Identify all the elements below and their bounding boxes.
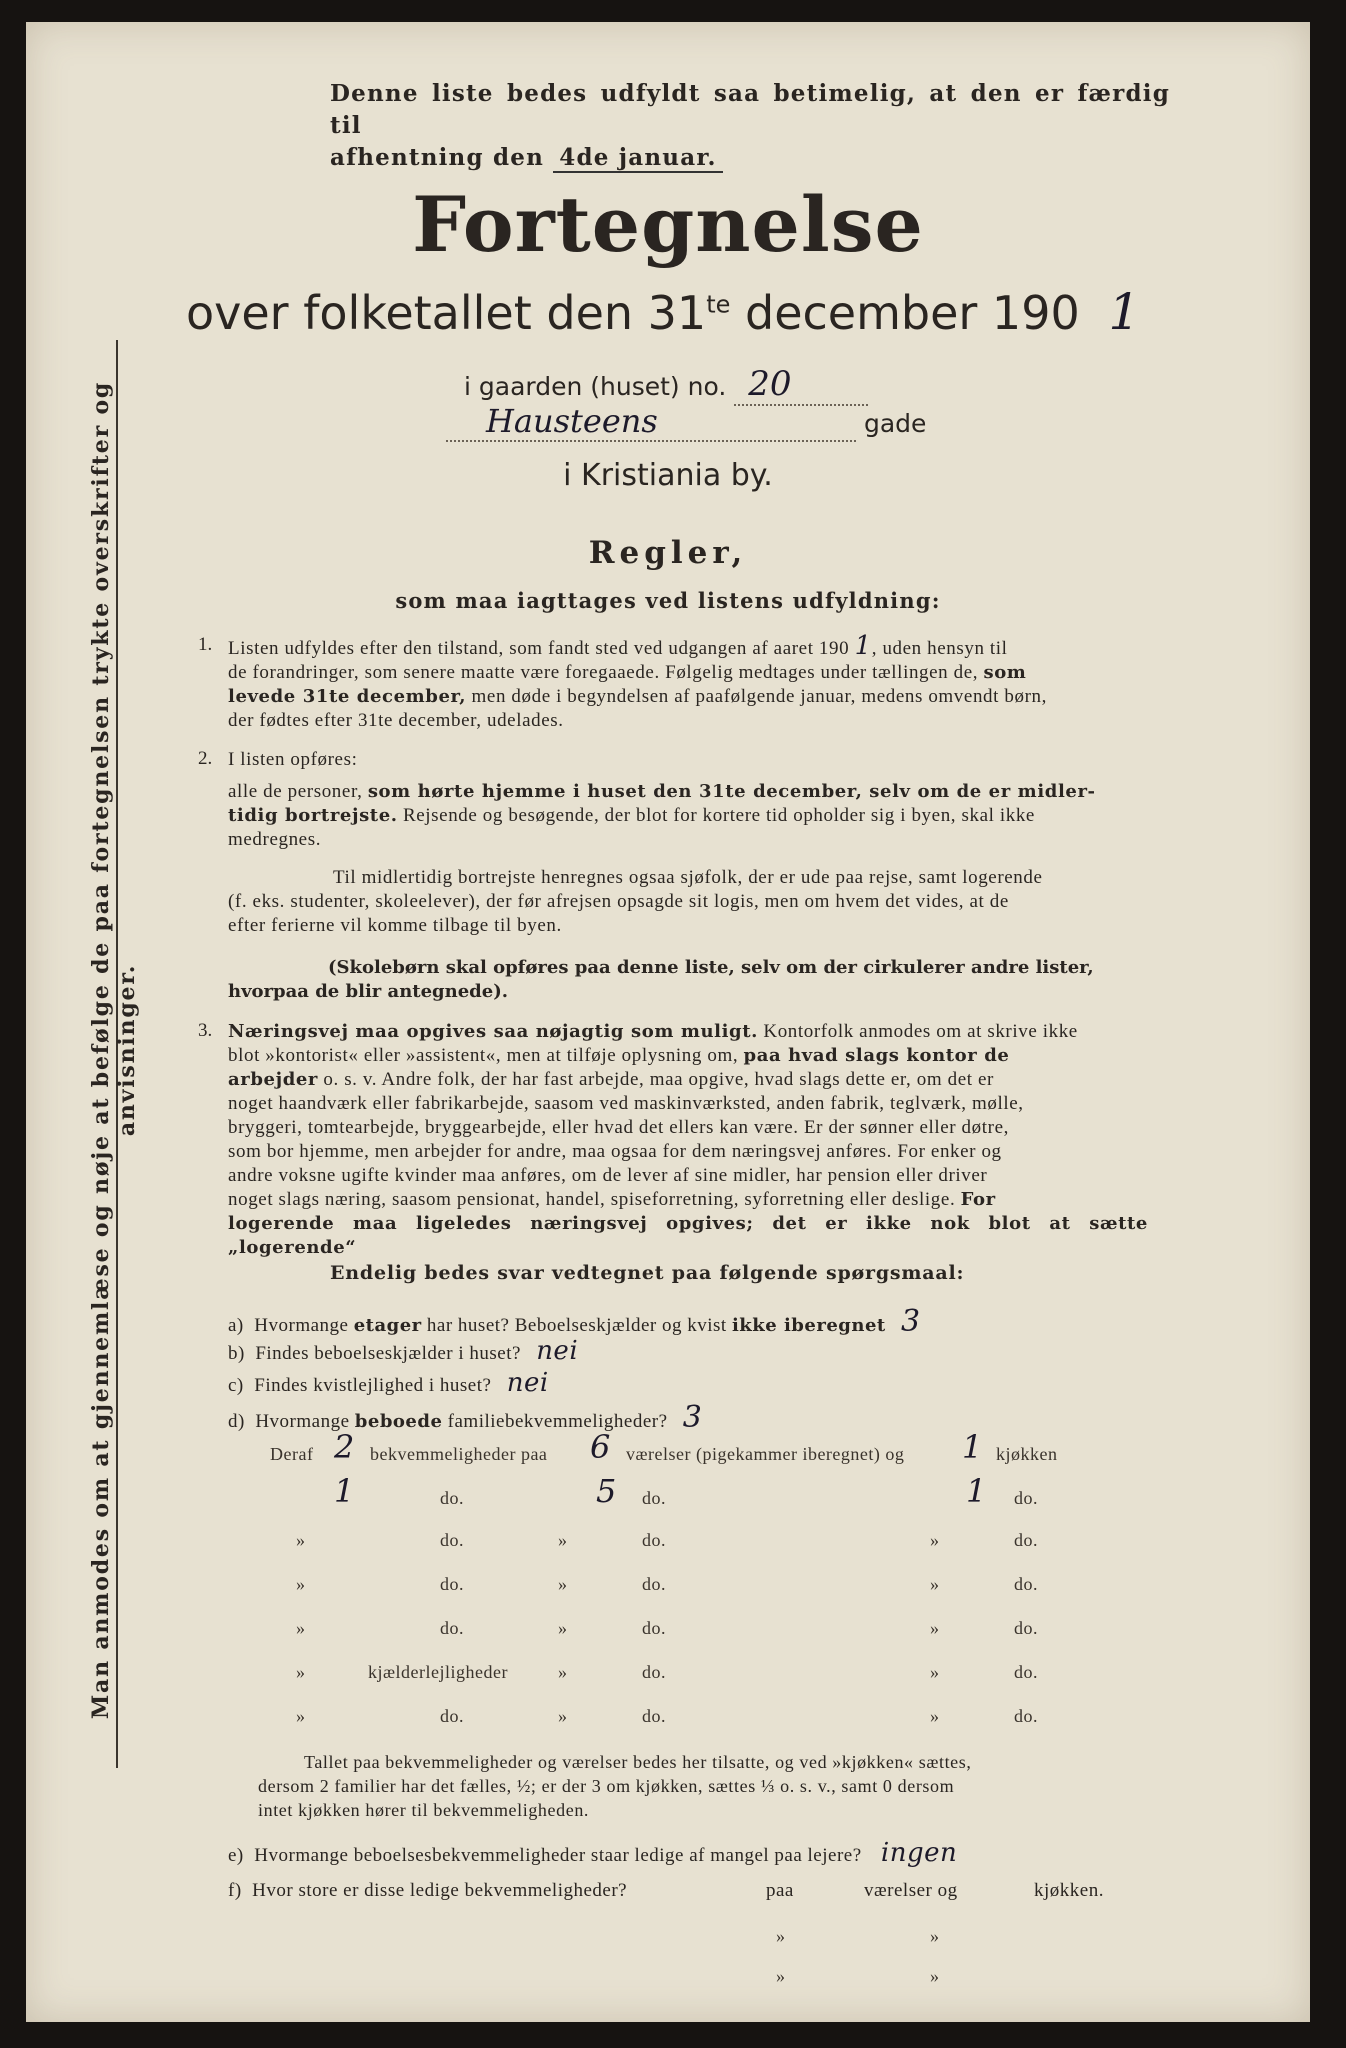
rule-3-l8-bold: For [960,1189,996,1210]
row-7-quote-2: » [558,1706,568,1726]
rule-1-bold-1: som [983,662,1027,683]
rule-2-para-1 [228,780,1148,852]
row-f3-quote-1: » [776,1966,786,1986]
rule-1-line-2: de forandringer, som senere maatte være foregaaede. Følgelig medtages under tællingen de, [228,662,979,683]
question-f-text: Hvor store er disse ledige bekvemmeligheder? [252,1880,628,1901]
rule-3-l3-bold: arbejder [228,1069,319,1090]
year-handwritten: 1 [1108,283,1141,341]
question-c-text: Findes kvistlejlighed i huset? [254,1375,492,1396]
notice-date: 4de januar. [553,144,723,173]
rule-2-p1-bold-2: tidig bortrejste. [228,805,398,826]
question-b-text: Findes beboelseskjælder i huset? [255,1343,521,1364]
notice-line-1: Denne liste bedes udfyldt saa betimelig, at den er færdig til [330,80,1170,139]
gaard-number: 20 [734,364,868,406]
question-f [228,1880,1148,1902]
table-header-deraf: Deraf [270,1444,314,1464]
row-3-quote-1: » [296,1530,306,1550]
rule-3 [228,1020,1148,1260]
rule-3-l7: andre voksne ugifte kvinder maa anføres, om de lever af sine midler, har pension eller driver [228,1165,988,1186]
side-instruction: Man anmodes om at gjennemlæse og nøje at befølge de paa fortegnelsen trykte overskrifter og anvisninger. [88,380,140,1720]
table-header-kjok: kjøkken [996,1444,1058,1464]
rule-2-p1-a: alle de personer, [228,781,363,802]
street-suffix: gade [863,409,927,438]
question-b [228,1336,578,1366]
gaard-line [464,364,868,406]
table-header-bekv: bekvemmeligheder paa [370,1444,548,1464]
rule-3-l8: noget slags næring, saasom pensionat, handel, spiseforretning, syforretning eller deslige. [228,1189,956,1210]
row-3-quote-3: » [930,1530,940,1550]
row-7-quote-1: » [296,1706,306,1726]
answer-ledige: ingen [880,1838,958,1868]
question-d-pre: Hvormange [255,1411,350,1432]
row-4-quote-1: » [296,1574,306,1594]
regler-heading: Regler, [588,535,748,571]
rule-2-number: 2. [198,748,213,769]
row-2-do-2: do. [642,1488,666,1508]
rule-2-para-2 [228,866,1148,938]
row-4-do-1: do. [440,1574,464,1594]
row-5-quote-1: » [296,1618,306,1638]
row-4-quote-3: » [930,1574,940,1594]
row-3-quote-2: » [558,1530,568,1550]
question-e [228,1838,957,1868]
table-header-vaer: værelser (pigekammer iberegnet) og [626,1444,905,1464]
question-b-label: b) [228,1343,245,1364]
row-7-do-1: do. [440,1706,464,1726]
rule-3-l5: bryggeri, tomtearbejde, bryggearbejde, eller hvad det ellers kan være. Er der sønner eller døtre, [228,1117,1009,1138]
notice-text [330,78,1170,174]
question-f-kjok: kjøkken. [1034,1880,1104,1901]
question-a-mid: har huset? Beboelseskjælder og kvist [426,1315,727,1336]
rule-3-number: 3. [198,1020,213,1041]
row-2-rooms: 5 [596,1472,617,1510]
row-6-kjaelder: kjælderlejligheder [368,1662,508,1682]
questions-heading: Endelig bedes svar vedtegnet paa følgende spørgsmaal: [330,1262,965,1284]
street-name: Hausteens [446,402,856,442]
rule-2-p1-c: medregnes. [228,829,322,850]
row-1-count: 2 [334,1428,355,1466]
rule-1-year: 1 [854,631,872,661]
question-f-label: f) [228,1880,242,1901]
question-c-label: c) [228,1375,244,1396]
rule-1-line-1: Listen udfyldes efter den tilstand, som fandt sted ved udgangen af aaret 190 [228,638,850,659]
question-d-text: familiebekvemmeligheder? [447,1411,668,1432]
question-a-bold: etager [353,1315,422,1336]
row-5-quote-2: » [558,1618,568,1638]
note-line-3: intet kjøkken hører til bekvemmeligheden. [258,1800,590,1820]
row-4-do-2: do. [642,1574,666,1594]
subtitle-text-2: december 190 [745,286,1080,340]
rule-1-bold-2: levede 31te december, [228,686,467,707]
row-1-rooms: 6 [590,1428,611,1466]
rule-2-p2-line-3: efter ferierne vil komme tilbage til byen. [228,915,562,936]
row-6-quote-3: » [930,1662,940,1682]
rule-1-line-4: der fødtes efter 31te december, udelades. [228,710,564,731]
note-line-1: Tallet paa bekvemmeligheder og værelser bedes her tilsatte, og ved »kjøkken« sættes, [304,1752,972,1772]
rule-3-l4: noget haandværk eller fabrikarbejde, saasom ved maskinværksted, anden fabrik, teglværk, mølle, [228,1093,1024,1114]
form-title: Fortegnelse [412,180,924,269]
answer-beboede: 3 [682,1400,703,1435]
question-e-label: e) [228,1845,244,1866]
row-f2-quote-2: » [930,1926,940,1946]
answer-kjaelder: nei [536,1336,579,1366]
row-3-do-1: do. [440,1530,464,1550]
rule-2-p1-b: Rejsende og besøgende, der blot for kortere tid opholder sig i byen, skal ikke [403,805,1035,826]
subtitle-sup: te [706,290,731,319]
rule-2-para-3 [228,956,1158,1004]
form-subtitle [186,283,1140,341]
rule-2-p3-line-2: hvorpaa de blir antegnede). [228,981,508,1002]
question-f-vaer: værelser og [864,1880,958,1901]
rule-1-line-1-end: , uden hensyn til [871,638,1008,659]
question-a [228,1304,921,1339]
answer-kvist: nei [506,1368,549,1398]
gaard-label: i gaarden (huset) no. [464,372,727,401]
row-3-do-2: do. [642,1530,666,1550]
question-a-bold-2: ikke iberegnet [731,1315,886,1336]
question-d-label: d) [228,1411,245,1432]
rule-3-l9-bold: logerende maa ligeledes næringsvej opgives; det er ikke nok blot at sætte „logerende“ [228,1213,1148,1258]
row-7-do-2: do. [642,1706,666,1726]
row-6-do-3: do. [1014,1662,1038,1682]
subtitle-text: over folketallet den 31 [186,286,707,340]
rule-2-p2-line-1: Til midlertidig bortrejste henregnes ogsaa sjøfolk, der er ude paa rejse, samt logerende [333,867,1043,888]
question-f-paa: paa [766,1880,794,1901]
row-7-do-3: do. [1014,1706,1038,1726]
row-2-do-3: do. [1014,1488,1038,1508]
row-6-quote-2: » [558,1662,568,1682]
row-6-quote-1: » [296,1662,306,1682]
row-5-do-3: do. [1014,1618,1038,1638]
question-d-bold: beboede [354,1411,443,1432]
rule-1 [228,631,1148,733]
rule-1-line-3: men døde i begyndelsen af paafølgende januar, medens omvendt børn, [471,686,1047,707]
question-e-text: Hvormange beboelsesbekvemmeligheder staar ledige af mangel paa lejere? [254,1845,862,1866]
row-5-quote-3: » [930,1618,940,1638]
street-line [446,402,926,442]
question-a-label: a) [228,1315,244,1336]
answer-etager: 3 [900,1304,921,1339]
row-2-kitchen: 1 [966,1472,987,1510]
row-7-quote-3: » [930,1706,940,1726]
notice-line-2: afhentning den [330,144,545,171]
rule-3-l1: Kontorfolk anmodes om at skrive ikke [763,1021,1078,1042]
row-f3-quote-2: » [930,1966,940,1986]
city-line: i Kristiania by. [563,458,773,493]
regler-subheading: som maa iagttages ved listens udfyldning: [395,588,941,613]
rule-3-l2: blot »kontorist« eller »assistent«, men at tilføje oplysning om, [228,1045,739,1066]
question-d [228,1400,702,1435]
rooms-note [258,1750,1148,1822]
row-4-quote-2: » [558,1574,568,1594]
row-4-do-3: do. [1014,1574,1038,1594]
rule-3-l6: som bor hjemme, men arbejder for andre, maa ogsaa for dem næringsvej anføres. For enker og [228,1141,1002,1162]
row-2-do-1: do. [440,1488,464,1508]
rule-2-p3-line-1: (Skolebørn skal opføres paa denne liste, selv om der cirkulerer andre lister, [328,957,1094,978]
rule-1-number: 1. [198,634,213,655]
rule-2-p2-line-2: (f. eks. studenter, skoleelever), der før afrejsen opsagde sit logis, men om hvem det vides, at de [228,891,1009,912]
question-a-pre: Hvormange [254,1315,349,1336]
row-5-do-1: do. [440,1618,464,1638]
row-1-kitchen: 1 [962,1428,983,1466]
rule-2-intro: I listen opføres: [228,749,358,770]
rule-3-l2-bold: paa hvad slags kontor de [743,1045,1010,1066]
row-5-do-2: do. [642,1618,666,1638]
rule-3-l1-bold: Næringsvej maa opgives saa nøjagtig som muligt. [228,1021,759,1042]
note-line-2: dersom 2 familier har det fælles, ½; er der 3 om kjøkken, sættes ⅓ o. s. v., samt 0 dersom [258,1776,955,1796]
row-6-do-2: do. [642,1662,666,1682]
row-3-do-3: do. [1014,1530,1038,1550]
rule-2-p1-bold: som hørte hjemme i huset den 31te december, selv om de er midler- [367,781,1096,802]
row-2-count: 1 [334,1472,355,1510]
rule-3-l3: o. s. v. Andre folk, der har fast arbejde, maa opgive, hvad slags dette er, om det er [323,1069,994,1090]
row-f2-quote-1: » [776,1926,786,1946]
question-c [228,1368,549,1398]
